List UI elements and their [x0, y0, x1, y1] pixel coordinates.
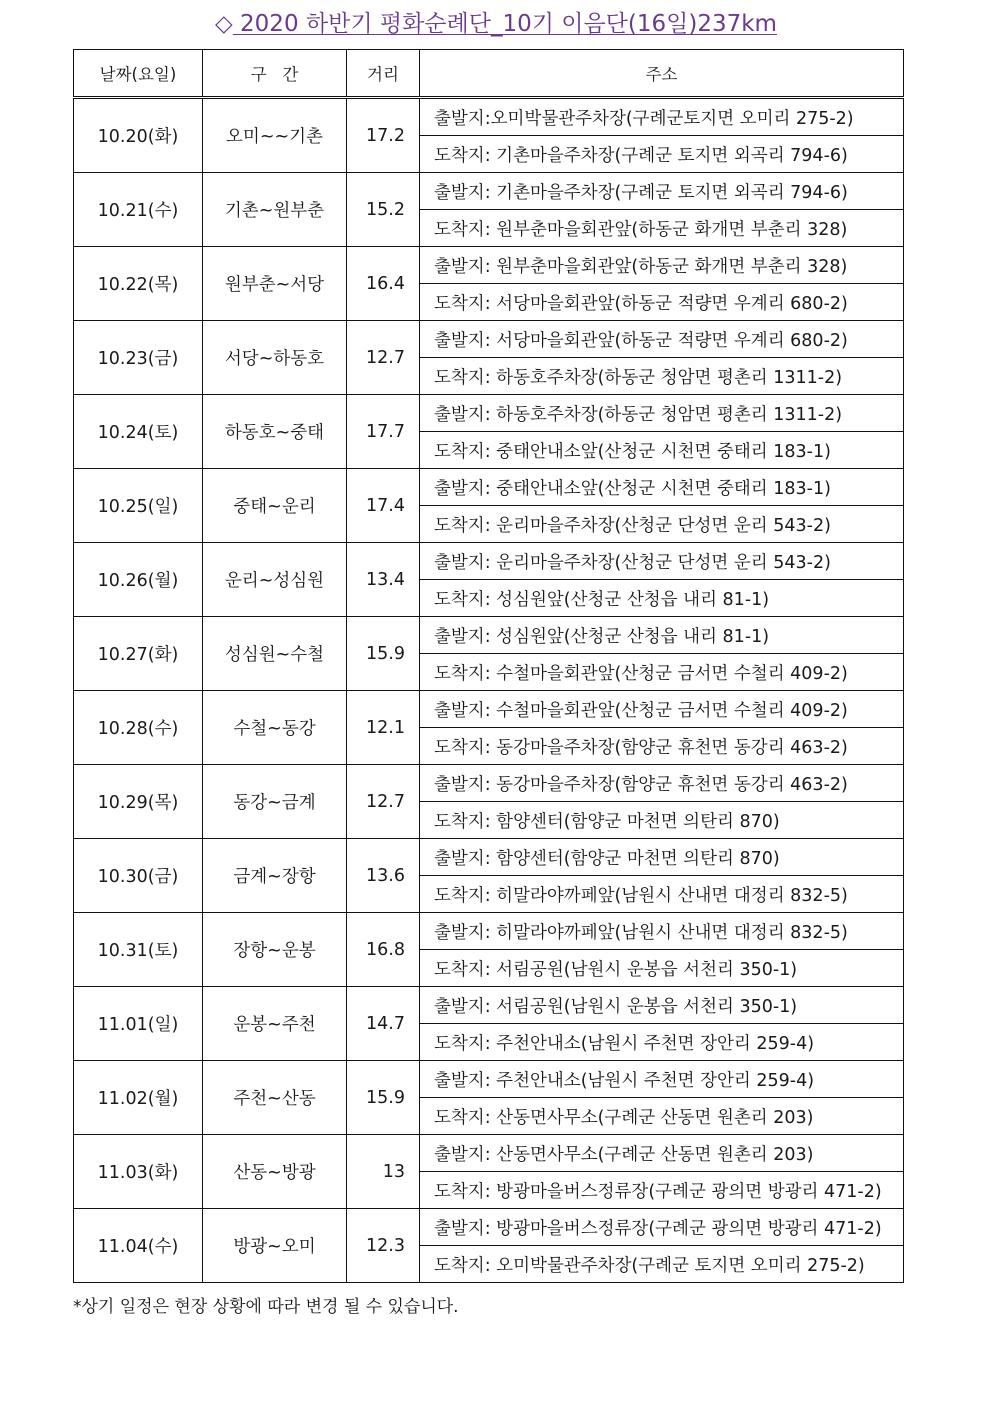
end-address-cell: 도착지: 서림공원(남원시 운봉읍 서천리 350-1) — [420, 950, 904, 987]
end-address-cell: 도착지: 산동면사무소(구례군 산동면 원촌리 203) — [420, 1098, 904, 1135]
section-cell: 운리~성심원 — [203, 543, 347, 617]
section-cell: 오미~~기촌 — [203, 98, 347, 173]
section-cell: 기촌~원부춘 — [203, 173, 347, 247]
table-row — [74, 98, 904, 136]
table-header-row — [74, 50, 904, 98]
section-cell: 동강~금계 — [203, 765, 347, 839]
table-row — [74, 987, 904, 1024]
start-address-cell: 출발지: 방광마을버스정류장(구례군 광의면 방광리 471-2) — [420, 1209, 904, 1246]
start-address-cell: 출발지: 히말라야까페앞(남원시 산내면 대정리 832-5) — [420, 913, 904, 950]
distance-cell: 17.7 — [347, 395, 420, 469]
distance-cell: 17.4 — [347, 469, 420, 543]
title-text: 2020 하반기 평화순례단_10기 이음단(16일)237km — [232, 11, 777, 37]
start-address-cell: 출발지: 운리마을주차장(산청군 단성면 운리 543-2) — [420, 543, 904, 580]
start-address-cell: 출발지: 수철마을회관앞(산청군 금서면 수철리 409-2) — [420, 691, 904, 728]
date-cell: 10.22(목) — [74, 247, 203, 321]
start-address-cell: 출발지: 기촌마을주차장(구례군 토지면 외곡리 794-6) — [420, 173, 904, 210]
end-address-cell: 도착지: 동강마을주차장(함양군 휴천면 동강리 463-2) — [420, 728, 904, 765]
date-cell: 11.04(수) — [74, 1209, 203, 1283]
end-address-cell: 도착지: 서당마을회관앞(하동군 적량면 우계리 680-2) — [420, 284, 904, 321]
section-cell: 주천~산동 — [203, 1061, 347, 1135]
distance-cell: 12.3 — [347, 1209, 420, 1283]
date-cell: 10.23(금) — [74, 321, 203, 395]
start-address-cell: 출발지: 동강마을주차장(함양군 휴천면 동강리 463-2) — [420, 765, 904, 802]
start-address-cell: 출발지:오미박물관주차장(구례군토지면 오미리 275-2) — [420, 98, 904, 136]
start-address-cell: 출발지: 원부춘마을회관앞(하동군 화개면 부춘리 328) — [420, 247, 904, 284]
start-address-cell: 출발지: 함양센터(함양군 마천면 의탄리 870) — [420, 839, 904, 876]
end-address-cell: 도착지: 원부춘마을회관앞(하동군 화개면 부춘리 328) — [420, 210, 904, 247]
distance-cell: 13 — [347, 1135, 420, 1209]
distance-cell: 12.7 — [347, 765, 420, 839]
section-cell: 수철~동강 — [203, 691, 347, 765]
date-cell: 10.21(수) — [74, 173, 203, 247]
start-address-cell: 출발지: 서당마을회관앞(하동군 적량면 우계리 680-2) — [420, 321, 904, 358]
header-distance: 거리 — [347, 50, 420, 98]
end-address-cell: 도착지: 주천안내소(남원시 주천면 장안리 259-4) — [420, 1024, 904, 1061]
start-address-cell: 출발지: 하동호주차장(하동군 청암면 평촌리 1311-2) — [420, 395, 904, 432]
table-row — [74, 617, 904, 654]
start-address-cell: 출발지: 중태안내소앞(산청군 시천면 중태리 183-1) — [420, 469, 904, 506]
date-cell: 10.26(월) — [74, 543, 203, 617]
end-address-cell: 도착지: 히말라야까페앞(남원시 산내면 대정리 832-5) — [420, 876, 904, 913]
table-row — [74, 765, 904, 802]
header-address: 주소 — [420, 50, 904, 98]
table-row — [74, 469, 904, 506]
distance-cell: 15.9 — [347, 617, 420, 691]
end-address-cell: 도착지: 수철마을회관앞(산청군 금서면 수철리 409-2) — [420, 654, 904, 691]
distance-cell: 14.7 — [347, 987, 420, 1061]
table-row — [74, 839, 904, 876]
table-row — [74, 1135, 904, 1172]
distance-cell: 17.2 — [347, 98, 420, 173]
table-row — [74, 395, 904, 432]
table-row — [74, 913, 904, 950]
date-cell: 11.01(일) — [74, 987, 203, 1061]
distance-cell: 12.7 — [347, 321, 420, 395]
diamond-icon: ◇ — [215, 11, 233, 37]
distance-cell: 16.4 — [347, 247, 420, 321]
table-row — [74, 173, 904, 210]
date-cell: 11.02(월) — [74, 1061, 203, 1135]
start-address-cell: 출발지: 산동면사무소(구례군 산동면 원촌리 203) — [420, 1135, 904, 1172]
end-address-cell: 도착지: 운리마을주차장(산청군 단성면 운리 543-2) — [420, 506, 904, 543]
table-row — [74, 247, 904, 284]
table-row — [74, 691, 904, 728]
date-cell: 10.28(수) — [74, 691, 203, 765]
date-cell: 10.30(금) — [74, 839, 203, 913]
end-address-cell: 도착지: 오미박물관주차장(구례군 토지면 오미리 275-2) — [420, 1246, 904, 1283]
section-cell: 원부춘~서당 — [203, 247, 347, 321]
footnote: *상기 일정은 현장 상황에 따라 변경 될 수 있습니다. — [73, 1297, 459, 1317]
distance-cell: 13.4 — [347, 543, 420, 617]
end-address-cell: 도착지: 방광마을버스정류장(구례군 광의면 방광리 471-2) — [420, 1172, 904, 1209]
date-cell: 10.31(토) — [74, 913, 203, 987]
schedule-table — [73, 49, 904, 1283]
date-cell: 10.29(목) — [74, 765, 203, 839]
end-address-cell: 도착지: 함양센터(함양군 마천면 의탄리 870) — [420, 802, 904, 839]
table-row — [74, 1209, 904, 1246]
table-row — [74, 1061, 904, 1098]
section-cell: 서당~하동호 — [203, 321, 347, 395]
end-address-cell: 도착지: 성심원앞(산청군 산청읍 내리 81-1) — [420, 580, 904, 617]
section-cell: 성심원~수철 — [203, 617, 347, 691]
end-address-cell: 도착지: 중태안내소앞(산청군 시천면 중태리 183-1) — [420, 432, 904, 469]
date-cell: 10.25(일) — [74, 469, 203, 543]
distance-cell: 13.6 — [347, 839, 420, 913]
date-cell: 10.20(화) — [74, 98, 203, 173]
table-row — [74, 321, 904, 358]
distance-cell: 15.2 — [347, 173, 420, 247]
section-cell: 운봉~주천 — [203, 987, 347, 1061]
date-cell: 11.03(화) — [74, 1135, 203, 1209]
schedule-table-body — [74, 50, 904, 1283]
date-cell: 10.27(화) — [74, 617, 203, 691]
section-cell: 장항~운봉 — [203, 913, 347, 987]
distance-cell: 16.8 — [347, 913, 420, 987]
end-address-cell: 도착지: 하동호주차장(하동군 청암면 평촌리 1311-2) — [420, 358, 904, 395]
page-title — [0, 5, 992, 38]
table-row — [74, 543, 904, 580]
section-cell: 하동호~중태 — [203, 395, 347, 469]
distance-cell: 15.9 — [347, 1061, 420, 1135]
section-cell: 금계~장항 — [203, 839, 347, 913]
start-address-cell: 출발지: 서림공원(남원시 운봉읍 서천리 350-1) — [420, 987, 904, 1024]
end-address-cell: 도착지: 기촌마을주차장(구례군 토지면 외곡리 794-6) — [420, 136, 904, 173]
date-cell: 10.24(토) — [74, 395, 203, 469]
section-cell: 산동~방광 — [203, 1135, 347, 1209]
header-section: 구 간 — [203, 50, 347, 98]
distance-cell: 12.1 — [347, 691, 420, 765]
section-cell: 방광~오미 — [203, 1209, 347, 1283]
section-cell: 중태~운리 — [203, 469, 347, 543]
start-address-cell: 출발지: 성심원앞(산청군 산청읍 내리 81-1) — [420, 617, 904, 654]
header-date: 날짜(요일) — [74, 50, 203, 98]
start-address-cell: 출발지: 주천안내소(남원시 주천면 장안리 259-4) — [420, 1061, 904, 1098]
